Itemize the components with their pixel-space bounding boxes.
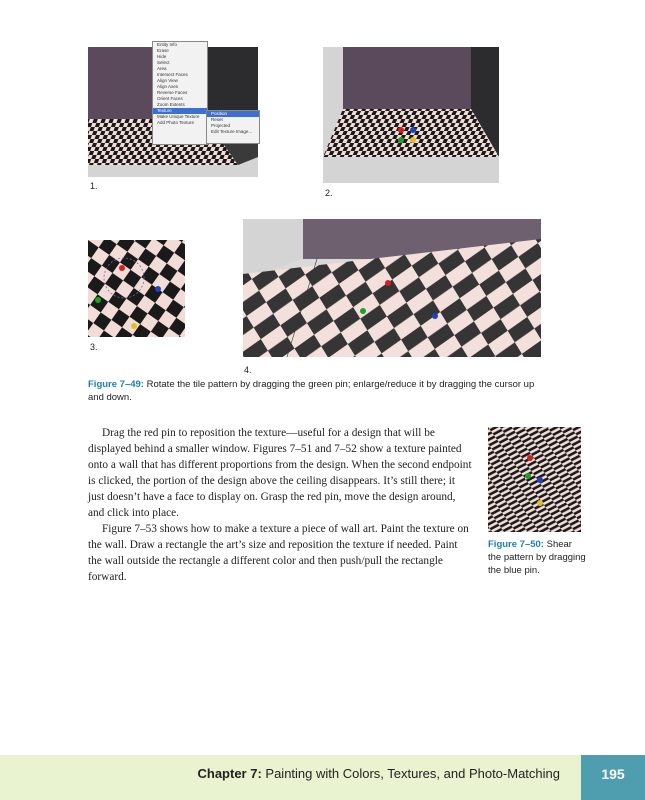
submenu-item[interactable]: Reset: [211, 117, 223, 122]
menu-item[interactable]: Intersect Faces: [157, 72, 188, 77]
submenu-item[interactable]: Edit Texture Image...: [211, 129, 253, 134]
submenu-item-position[interactable]: Position: [207, 111, 259, 117]
menu-item[interactable]: Align View: [157, 78, 178, 83]
page-footer: [0, 755, 645, 800]
step-label-4: 4.: [244, 365, 252, 375]
chapter-title: [0, 755, 560, 800]
sheared-pattern-image: [488, 427, 581, 532]
side-caption-text: Shear the pattern by dragging the blue pin.: [488, 539, 586, 576]
menu-item[interactable]: Reverse Faces: [157, 90, 188, 95]
paragraph: Figure 7–53 shows how to make a texture a piece of wall art. Paint the texture on the wall. Draw a rectangle the art’s size and reposition the texture if needed. Paint the wall outside the rectangle a different color and then push/pull the rectangle forward.: [88, 523, 469, 583]
menu-item[interactable]: Select: [157, 60, 170, 65]
figure-caption: [88, 378, 548, 404]
menu-item[interactable]: Hide: [157, 54, 167, 59]
rotated-tile-floor-image: [243, 219, 541, 357]
figure-7-49-step-4-image: [243, 219, 541, 357]
figure-7-49-step-2-image: [323, 47, 499, 183]
tile-closeup-image: [88, 240, 185, 337]
page-number: 195: [581, 755, 645, 800]
figure-caption-text: Rotate the tile pattern by dragging the green pin; enlarge/reduce it by dragging the cursor up and down.: [88, 379, 535, 403]
checker-room-image-2: [323, 47, 499, 183]
menu-item-texture[interactable]: Texture: [153, 108, 207, 114]
figure-caption-label: Figure 7–49:: [88, 379, 144, 390]
figure-7-50-image: [488, 427, 581, 532]
menu-item[interactable]: Add Photo Texture: [157, 120, 194, 125]
menu-item[interactable]: Zoom Extents: [157, 102, 185, 107]
texture-submenu: [206, 110, 260, 144]
menu-item[interactable]: Entity Info: [157, 42, 178, 47]
body-text: [88, 425, 474, 585]
paragraph: Drag the red pin to reposition the texture—useful for a design that will be displayed behind a smaller window. Figures 7–51 and 7–52 show a texture painted onto a wall that has different proportions from the design. When the second endpoint is clicked, the portion of the design above the ceiling disappears. It’s still there; it just doesn’t have a face to display on. Grasp the red pin, move the design around, and click into place.: [88, 427, 472, 519]
figure-7-49-step-3-image: [88, 240, 185, 337]
menu-item[interactable]: Erase: [157, 48, 169, 53]
chapter-label: Chapter 7:: [197, 766, 262, 781]
submenu-item[interactable]: Projected: [211, 123, 231, 128]
menu-item[interactable]: Align Axes: [157, 84, 179, 89]
step-label-3: 3.: [90, 342, 98, 352]
chapter-name: Painting with Colors, Textures, and Photo-Matching: [265, 766, 560, 781]
menu-item[interactable]: Orient Faces: [157, 96, 183, 101]
side-figure-caption: [488, 538, 586, 577]
menu-item[interactable]: Area: [157, 66, 167, 71]
side-caption-label: Figure 7–50:: [488, 539, 544, 550]
menu-item[interactable]: Make Unique Texture: [157, 114, 200, 119]
context-menu: [152, 41, 208, 145]
step-label-2: 2.: [325, 188, 333, 198]
step-label-1: 1.: [90, 181, 98, 191]
